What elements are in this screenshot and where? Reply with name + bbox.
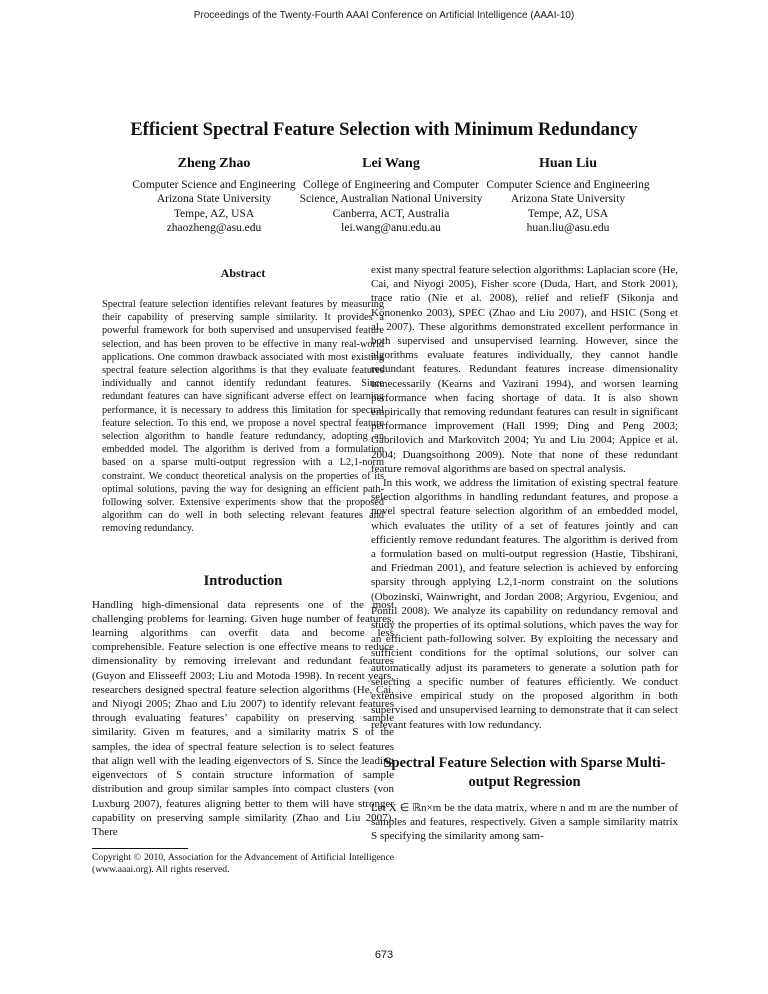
- introduction-text: Handling high-dimensional data represents one of the most challenging problems for learning. Given huge number of features, learning algorithms can overfit data and become less comprehensible. Feature selection is one effective means to reduce dimensionality by removing irrelevant and redundant features (Guyon and Elisseeff 2003; Liu and Motoda 1998). In recent years, researchers designed spectral feature selection algorithms (He, Cai, and Niyogi 2005; Zhao and Liu 2007) to identify relevant features through evaluating features’ capability on preserving sample similarity. Given m features, and a similarity matrix S of the samples, the idea of spectral feature selection is to select features that align well with the leading eigenvectors of S. Since the leading eigenvectors of S contain structure information of sample distribution and group similar samples into compact clusters (von Luxburg 2007), features aligning better to them will have stronger capability on preserving sample similarity (Zhao and Liu 2007). There: [92, 598, 394, 838]
- author-affiliation: Computer Science and Engineering: [132, 178, 296, 191]
- author-affiliation: Arizona State University: [156, 193, 272, 205]
- body-paragraph: exist many spectral feature selection algorithms: Laplacian score (He, Cai, and Niyogi 2005), Fisher score (Duda, Hart, and Stork 2001), trace ratio (Nie et al. 2008), relief and reliefF (Sikonja and Kononenko 2003), SPEC (Zhao and Liu 2007), and HSIC (Song et al. 2007). These algorithms demonstrated excellent performance in both supervised and unsupervised learning. However, since the algorithms evaluate features individually, they cannot handle redundant features. Redundant features increase dimensionality unnecessarily (Kearns and Vazirani 1994), and worsen learning performance when facing shortage of data. It is also shown empirically that removing redundant features can result in significant performance improvement (Hall 1999; Ding and Peng 2003; Gabrilovich and Markovitch 2004; Yu and Liu 2004; Appice et al. 2004; Duangsoithong 2009). Note that none of these redundant feature removal algorithms are based on spectral analysis.: [371, 264, 678, 475]
- author-block: [126, 157, 302, 236]
- page-number: 673: [374, 949, 394, 961]
- abstract-text: Spectral feature selection identifies relevant features by measuring their capability of preserving sample similarity. It provides a powerful framework for both supervised and unsupervised feature selection, and has been proven to be effective in many real-world applications. One common drawback associated with most existing spectral feature selection algorithms is that they evaluate features individually and cannot identify redundant features. Since redundant features can have significant adverse effect on learning performance, it is necessary to address this limitation for spectral feature selection. To this end, we propose a novel spectral feature selection algorithm to handle feature redundancy, adopting an embedded model. The algorithm is derived from a formulation based on a sparse multi-output regression with a L2,1-norm constraint. We conduct theoretical analysis on the properties of its optimal solutions, paving the way for designing an efficient path-following solver. Extensive experiments show that the proposed algorithm can do well in both selecting relevant features and removing redundancy.: [102, 299, 384, 535]
- author-email: zhaozheng@asu.edu: [166, 222, 262, 234]
- author-affiliation: Arizona State University: [510, 193, 626, 205]
- author-name: Zheng Zhao: [177, 156, 251, 171]
- author-affiliation: Tempe, AZ, USA: [527, 207, 609, 220]
- author-email: huan.liu@asu.edu: [526, 222, 610, 234]
- proceedings-header: Proceedings of the Twenty-Fourth AAAI Conference on Artificial Intelligence (AAAI-10): [193, 10, 575, 21]
- section-heading: Spectral Feature Selection with Sparse Multi-output Regression: [383, 754, 666, 790]
- author-affiliation: Tempe, AZ, USA: [173, 207, 255, 220]
- paper-title: Efficient Spectral Feature Selection with Minimum Redundancy: [130, 120, 638, 140]
- author-affiliation: Canberra, ACT, Australia: [332, 207, 450, 220]
- abstract-heading: Abstract: [220, 266, 266, 280]
- copyright-notice: Copyright © 2010, Association for the Advancement of Artificial Intelligence (www.aaai.org). All rights reserved.: [92, 852, 394, 876]
- section-text: Let X ∈ ℝn×m be the data matrix, where n and m are the number of samples and features, respectively. Given a sample similarity matrix S specifying the similarity among sam-: [371, 801, 678, 843]
- body-paragraph: In this work, we address the limitation of existing spectral feature selection algorithms in handling redundant features, and propose a novel spectral feature selection algorithm of an embedded model, which evaluates the utility of a set of features jointly and can efficiently remove redundant features. The algorithm is derived from a formulation based on multi-output regression (Hastie, Tibshirani, and Friedman 2001), and feature selection is achieved by enforcing sparsity through applying L2,1-norm constraint on the solutions (Obozinski, Wainwright, and Jordan 2008; Argyriou, Evgeniou, and Pontil 2008). We analyze its capability on redundancy removal and study the properties of its optimal solutions, which paves the way for an efficient path-following solver. By exploiting the necessary and sufficient conditions for the optimal solutions, our solver can automatically adjust its parameters to generate a solution path for selecting a specific number of features efficiently. We conduct extensive empirical study on the proposed algorithm in both supervised and unsupervised learning to demonstrate that it can select relevant features with low redundancy.: [371, 477, 678, 731]
- author-affiliation: College of Engineering and Computer: [303, 178, 479, 191]
- author-block: [480, 157, 656, 236]
- introduction-heading: Introduction: [203, 572, 283, 589]
- author-email: lei.wang@anu.edu.au: [341, 222, 441, 234]
- author-block: [287, 157, 495, 236]
- right-column: [371, 263, 678, 843]
- author-name: Huan Liu: [539, 156, 597, 171]
- left-column: [92, 258, 394, 876]
- author-affiliation: Computer Science and Engineering: [486, 178, 650, 191]
- footnote-rule: [92, 848, 188, 849]
- author-affiliation: Science, Australian National University: [299, 193, 483, 205]
- author-name: Lei Wang: [362, 156, 420, 171]
